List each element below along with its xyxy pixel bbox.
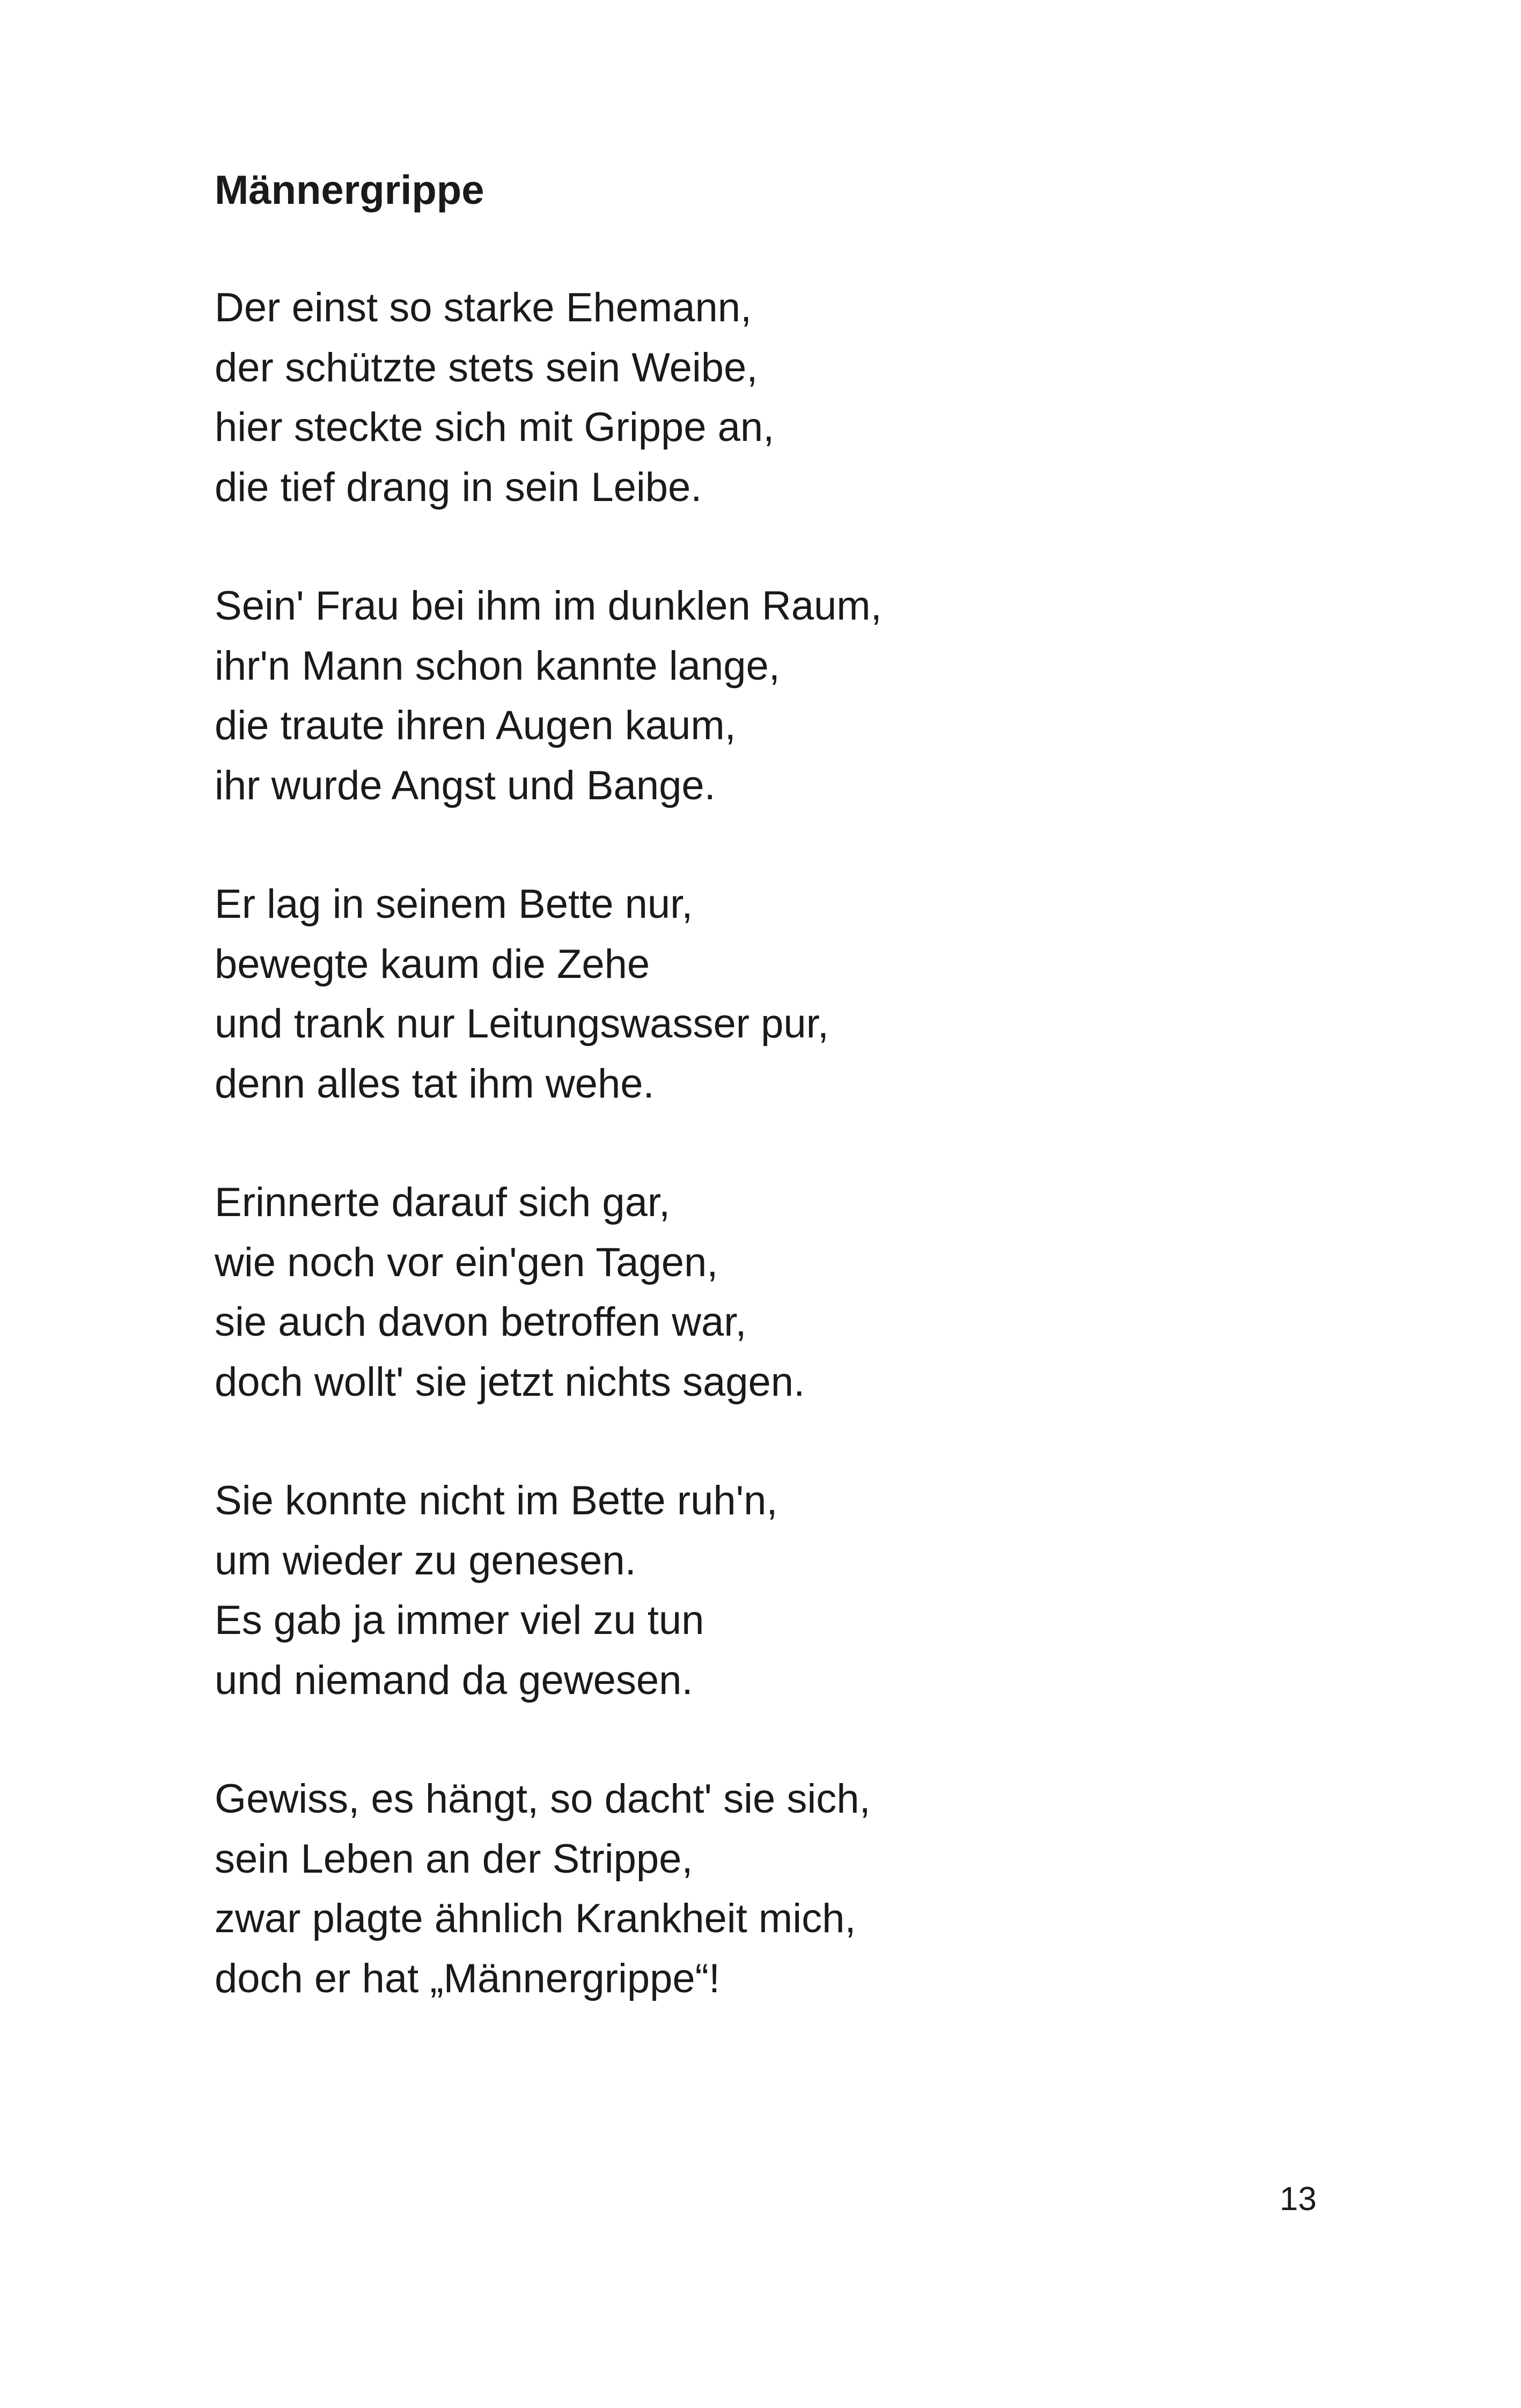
poem-line: bewegte kaum die Zehe [215, 941, 650, 987]
poem-line: die traute ihren Augen kaum, [215, 703, 736, 748]
poem-line: und niemand da gewesen. [215, 1657, 693, 1703]
stanza-5 [215, 1471, 778, 1710]
poem-line: zwar plagte ähnlich Krankheit mich, [215, 1896, 856, 1941]
stanza-3 [215, 874, 829, 1114]
poem-title: Männergrippe [215, 167, 484, 213]
stanza-2 [215, 576, 882, 815]
poem-line: sein Leben an der Strippe, [215, 1836, 693, 1882]
poem-line: und trank nur Leitungswasser pur, [215, 1001, 829, 1047]
page-number: 13 [1280, 2181, 1317, 2218]
poem-line: sie auch davon betroffen war, [215, 1299, 747, 1345]
poem-line: Es gab ja immer viel zu tun [215, 1597, 704, 1643]
poem-line: um wieder zu genesen. [215, 1537, 636, 1584]
poem-line: Sie konnte nicht im Bette ruh'n, [215, 1478, 778, 1523]
poem-line: wie noch vor ein'gen Tagen, [215, 1239, 718, 1285]
poem-line: doch wollt' sie jetzt nichts sagen. [215, 1359, 805, 1405]
poem-line: der schützte stets sein Weibe, [215, 344, 758, 391]
poem-line: Der einst so starke Ehemann, [215, 285, 752, 330]
poem-line: ihr wurde Angst und Bange. [215, 762, 716, 808]
poem-line: hier steckte sich mit Grippe an, [215, 404, 775, 450]
poem-line: Erinnerte darauf sich gar, [215, 1180, 671, 1225]
poem-line: Gewiss, es hängt, so dacht' sie sich, [215, 1776, 871, 1822]
stanza-1 [215, 278, 774, 517]
poem-line: die tief drang in sein Leibe. [215, 464, 702, 510]
poem-line: ihr'n Mann schon kannte lange, [215, 643, 780, 689]
poem-line: Sein' Frau bei ihm im dunklen Raum, [215, 583, 882, 629]
stanza-4 [215, 1173, 805, 1412]
poem-line: Er lag in seinem Bette nur, [215, 881, 693, 927]
poem-line: denn alles tat ihm wehe. [215, 1061, 655, 1107]
poem-line: doch er hat „Männergrippe“! [215, 1955, 721, 2001]
stanza-6 [215, 1769, 871, 2008]
